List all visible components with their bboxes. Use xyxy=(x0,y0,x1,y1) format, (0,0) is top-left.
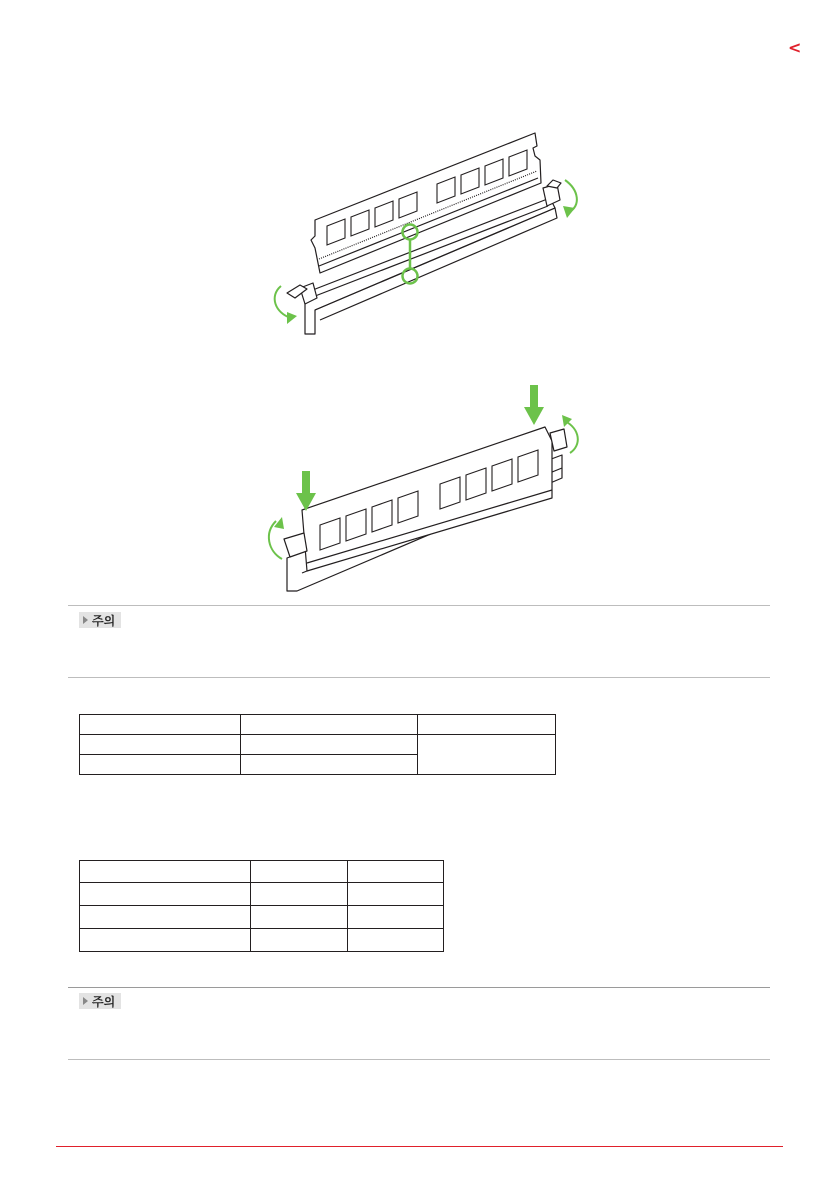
table-cell xyxy=(80,861,251,883)
table-cell xyxy=(251,906,348,929)
table-cell xyxy=(241,715,418,735)
table-cell xyxy=(80,906,251,929)
table-cell xyxy=(80,929,251,952)
back-nav-icon[interactable]: < xyxy=(788,38,802,57)
table-cell xyxy=(348,906,444,929)
table-cell xyxy=(251,861,348,883)
dimm-alignment-figure xyxy=(265,128,595,338)
caution-marker-icon xyxy=(83,616,88,624)
note-bottom-rule xyxy=(68,1059,770,1060)
spec-table-2 xyxy=(79,860,444,952)
table-cell xyxy=(80,735,241,755)
caution-marker-icon xyxy=(83,997,88,1005)
caution-tag xyxy=(79,612,121,628)
caution-label: 주의 xyxy=(92,613,116,628)
table-cell xyxy=(348,861,444,883)
note-top-rule xyxy=(68,987,770,988)
caution-label: 주의 xyxy=(92,994,116,1009)
table-cell xyxy=(80,755,241,775)
note-bottom-rule xyxy=(68,677,770,678)
dimm-insertion-figure xyxy=(262,383,592,598)
footer-rule xyxy=(56,1146,783,1147)
table-cell xyxy=(241,735,418,755)
table-cell xyxy=(348,883,444,906)
table-cell xyxy=(348,929,444,952)
table-cell xyxy=(80,715,241,735)
table-cell xyxy=(80,883,251,906)
table-cell xyxy=(418,735,556,775)
table-cell xyxy=(418,715,556,735)
note-top-rule xyxy=(68,605,770,606)
caution-tag xyxy=(79,993,121,1009)
table-cell xyxy=(251,883,348,906)
table-cell xyxy=(251,929,348,952)
spec-table-1 xyxy=(79,714,556,775)
table-cell xyxy=(241,755,418,775)
